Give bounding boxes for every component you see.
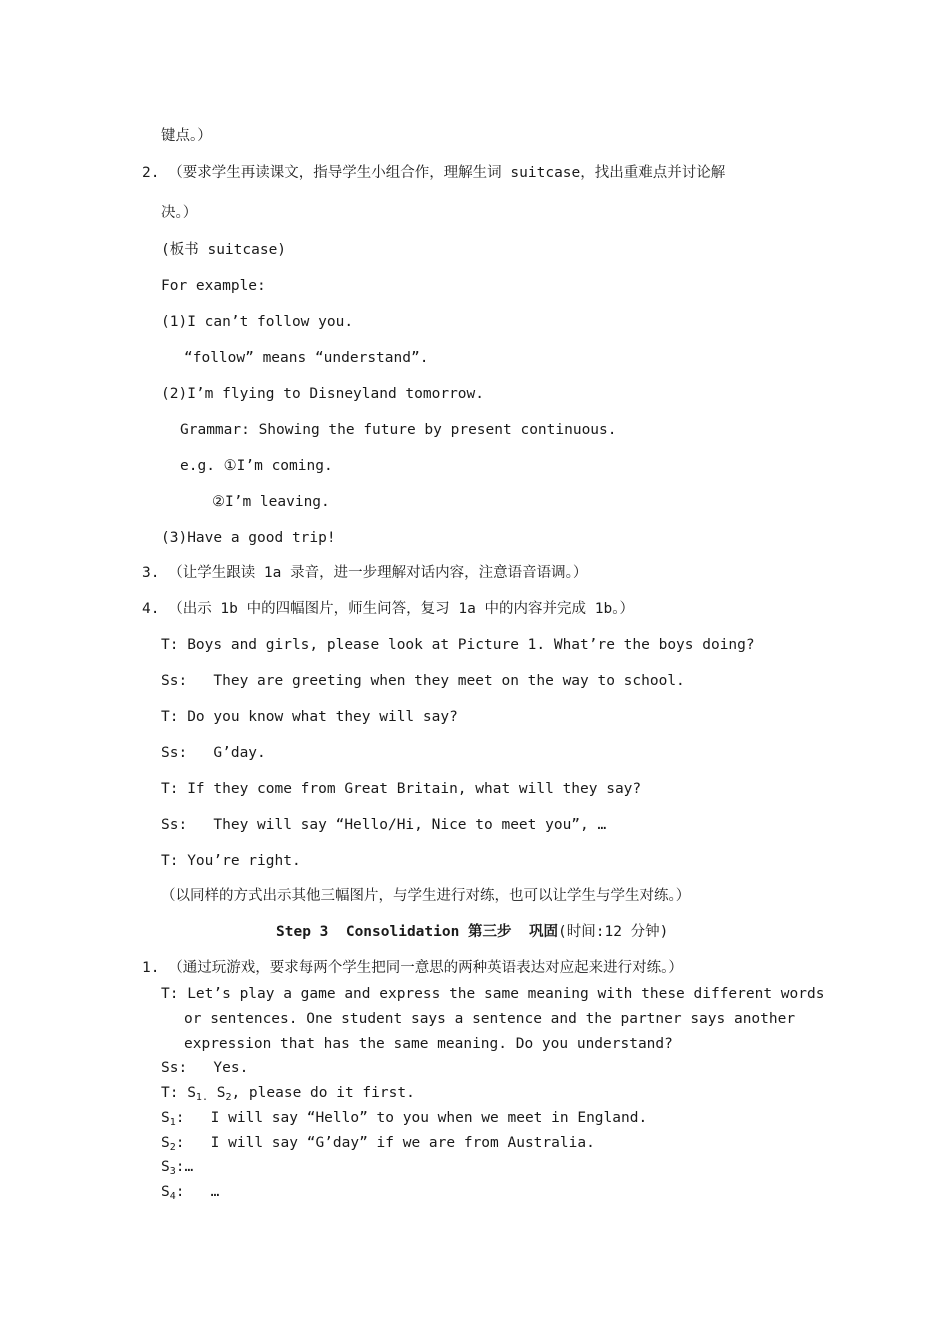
heading-bold: Step 3 Consolidation 第三步 巩固 — [276, 924, 559, 940]
example-3: (3)Have a good trip! — [161, 530, 336, 546]
example-1: (1)I can’t follow you. — [161, 314, 354, 330]
text-line: ②I’m leaving. — [212, 494, 330, 510]
list-item-4: 4. （出示 1b 中的四幅图片，师生问答，复习 1a 中的内容并完成 1b。） — [142, 601, 634, 617]
text-line: “follow” means “understand”. — [184, 350, 429, 366]
dialogue-line: T: If they come from Great Britain, what will they say? — [161, 781, 642, 797]
text: : … — [175, 1184, 220, 1200]
heading-time: (时间:12 分钟) — [558, 924, 669, 940]
text: :… — [175, 1159, 194, 1175]
subscript: 2 — [169, 1142, 176, 1153]
list-item-2: 2. （要求学生再读课文，指导学生小组合作，理解生词 suitcase，找出重难点并讨论解 — [142, 165, 726, 181]
list-item-3: 3. （让学生跟读 1a 录音，进一步理解对话内容，注意语音语调。） — [142, 565, 588, 581]
text: S — [207, 1085, 226, 1101]
dialogue-line — [161, 1108, 647, 1128]
example-2: (2)I’m flying to Disneyland tomorrow. — [161, 386, 485, 402]
dialogue-line: Ss: They will say “Hello/Hi, Nice to meet you”, … — [161, 817, 607, 833]
dialogue-line: T: You’re right. — [161, 853, 301, 869]
dialogue-line: Ss: They are greeting when they meet on the way to school. — [161, 673, 685, 689]
subscript: 2 — [225, 1092, 232, 1103]
dialogue-line — [161, 1083, 415, 1103]
text: S — [161, 1184, 170, 1200]
section-heading — [276, 922, 668, 942]
dialogue-line: T: Boys and girls, please look at Picture 1. What’re the boys doing? — [161, 637, 755, 653]
text: , please do it first. — [231, 1085, 415, 1101]
text-line: 决。） — [161, 205, 198, 221]
list-item-1: 1. （通过玩游戏，要求每两个学生把同一意思的两种英语表达对应起来进行对练。） — [142, 960, 683, 976]
dialogue-line — [161, 1157, 193, 1177]
dialogue-line — [161, 1133, 595, 1153]
dialogue-line: Ss: Yes. — [161, 1060, 249, 1076]
text: S — [161, 1159, 170, 1175]
text-line: （以同样的方式出示其他三幅图片，与学生进行对练，也可以让学生与学生对练。） — [161, 888, 691, 904]
dialogue-line: or sentences. One student says a sentence and the partner says another — [184, 1011, 796, 1027]
dialogue-line: T: Let’s play a game and express the same meaning with these different words — [161, 986, 825, 1002]
text-line: Grammar: Showing the future by present continuous. — [180, 422, 617, 438]
dialogue-line: T: Do you know what they will say? — [161, 709, 458, 725]
subscript: 1. — [195, 1092, 208, 1103]
text-line: e.g. ①I’m coming. — [180, 458, 333, 474]
text: T: S — [161, 1085, 196, 1101]
text: S — [161, 1135, 170, 1151]
text-line: (板书 suitcase) — [161, 242, 287, 258]
subscript: 4 — [169, 1191, 176, 1202]
subscript: 3 — [169, 1166, 176, 1177]
text: : I will say “G’day” if we are from Australia. — [175, 1135, 595, 1151]
text: S — [161, 1110, 170, 1126]
subscript: 1 — [169, 1117, 176, 1128]
dialogue-line — [161, 1182, 219, 1202]
text-line: 键点。） — [161, 128, 212, 144]
dialogue-line: expression that has the same meaning. Do you understand? — [184, 1036, 673, 1052]
text: : I will say “Hello” to you when we meet in England. — [175, 1110, 648, 1126]
text-line: For example: — [161, 278, 266, 294]
dialogue-line: Ss: G’day. — [161, 745, 266, 761]
